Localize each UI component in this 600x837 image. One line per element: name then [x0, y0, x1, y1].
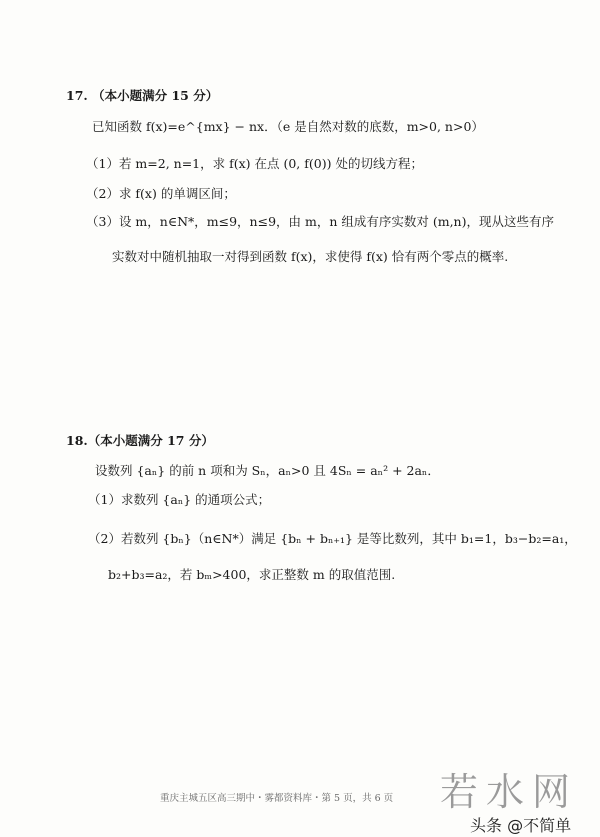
q17-heading: 17. （本小题满分 15 分） [66, 88, 219, 103]
q18-part2-line1: （2）若数列 {bₙ}（n∈N*）满足 {bₙ + bₙ₊₁} 是等比数列，其中 b₁=1，b₃−b₂=a₁， [88, 531, 577, 546]
q17-part2: （2）求 f(x) 的单调区间； [86, 186, 236, 201]
q18-stem: 设数列 {aₙ} 的前 n 项和为 Sₙ，aₙ>0 且 4Sₙ = aₙ² + 2aₙ． [95, 463, 440, 478]
q17-stem: 已知函数 f(x)=e^{mx} − nx．（e 是自然对数的底数，m>0, n>0） [92, 119, 484, 134]
q18-part1: （1）求数列 {aₙ} 的通项公式； [88, 492, 271, 507]
q17-part1: （1）若 m=2, n=1，求 f(x) 在点 (0, f(0)) 处的切线方程； [86, 156, 423, 171]
q17-part3-line2: 实数对中随机抽取一对得到函数 f(x)，求使得 f(x) 恰有两个零点的概率. [112, 249, 509, 264]
page-footer: 重庆主城五区高三期中・雾都资料库・第 5 页，共 6 页 [160, 793, 394, 804]
q18-part2-line2: b₂+b₃=a₂，若 bₘ>400，求正整数 m 的取值范围. [108, 567, 396, 582]
watermark-credit: 头条 @不简单 [470, 816, 572, 835]
q17-part3-line1: （3）设 m，n∈N*，m≤9，n≤9，由 m，n 组成有序实数对 (m,n)，现从这些有序 [86, 214, 554, 229]
watermark-logo: 若水网 [440, 770, 579, 814]
q18-heading: 18.（本小题满分 17 分） [66, 433, 214, 448]
